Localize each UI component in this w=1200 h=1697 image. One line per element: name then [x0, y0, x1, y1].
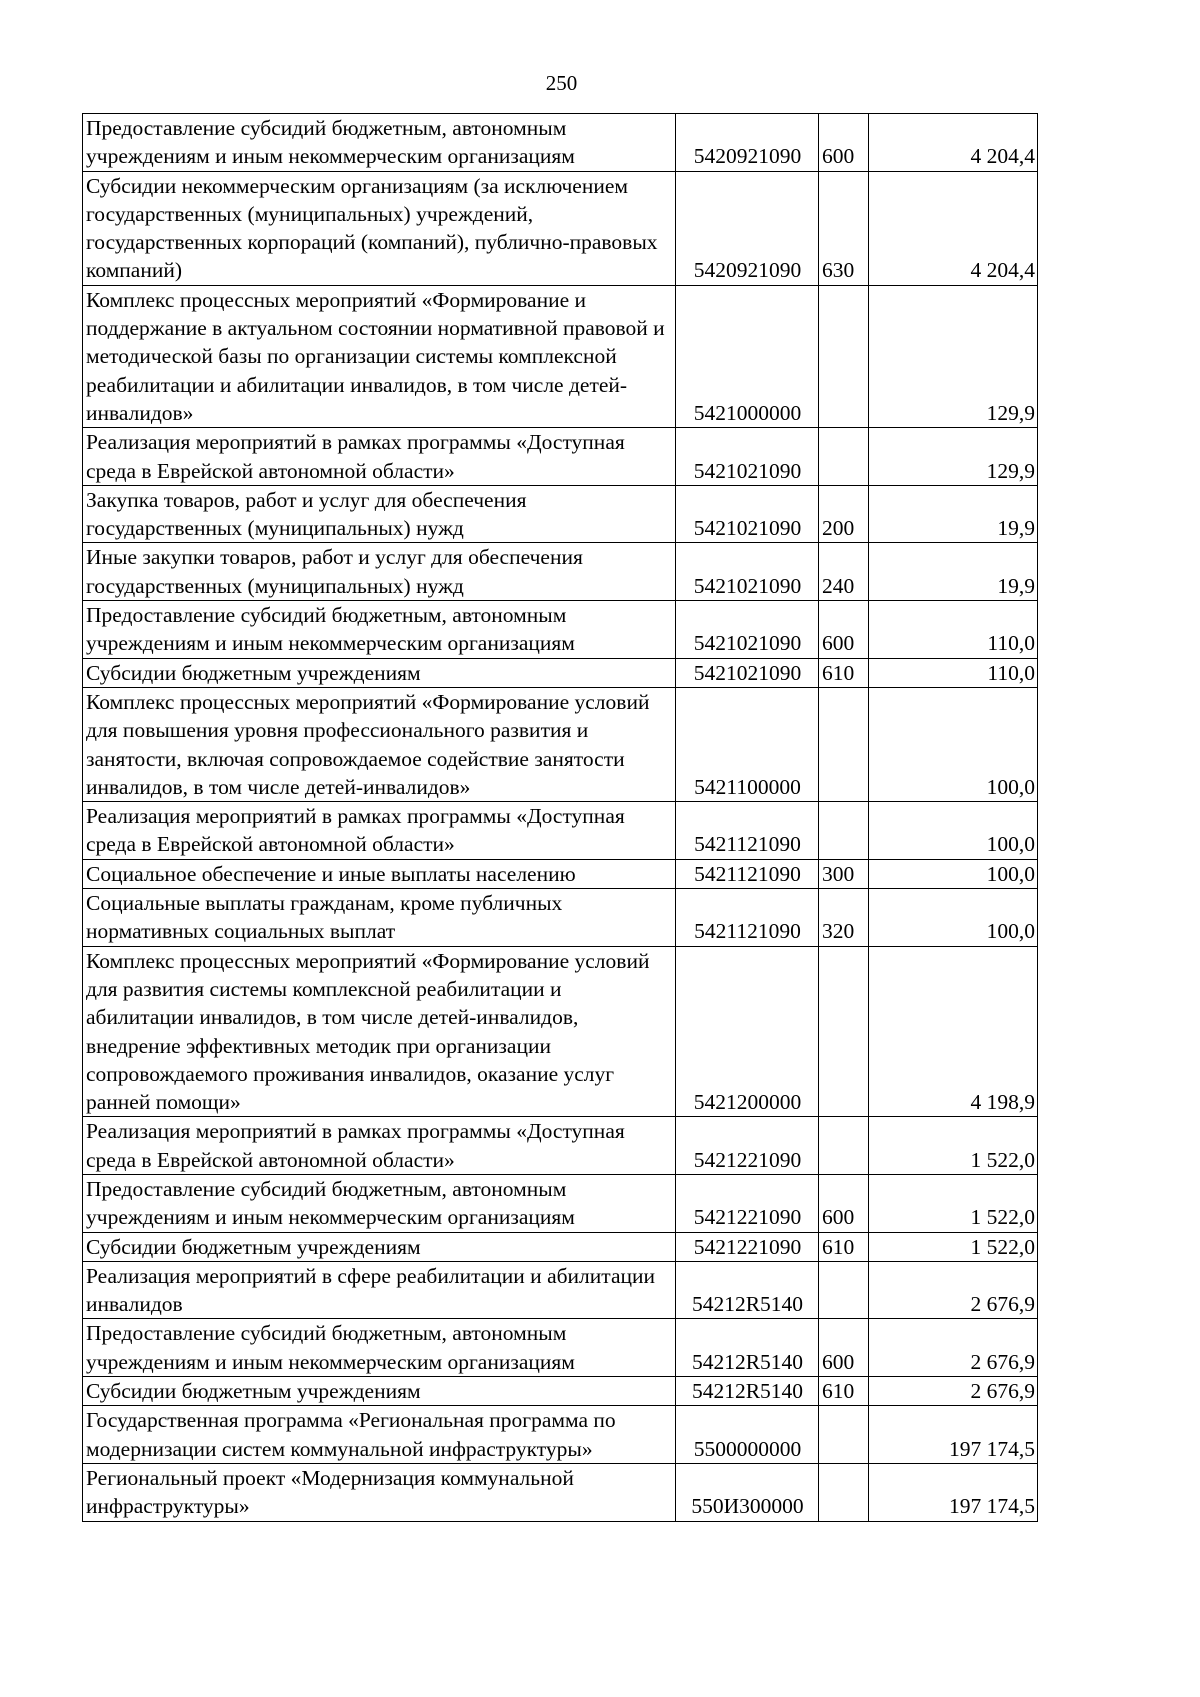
row-sum-cell: 100,0	[869, 889, 1038, 947]
table-row	[83, 485, 1038, 543]
table-row	[83, 543, 1038, 601]
table-row	[83, 1406, 1038, 1464]
row-code-cell: 5421221090	[676, 1117, 819, 1175]
row-type-cell: 610	[819, 1232, 869, 1261]
table-row	[83, 946, 1038, 1117]
row-name-cell: Предоставление субсидий бюджетным, автономным учреждениям и иным некоммерческим организациям	[83, 1174, 676, 1232]
row-sum-cell: 197 174,5	[869, 1406, 1038, 1464]
row-type-cell: 600	[819, 114, 869, 172]
row-type-cell: 600	[819, 1174, 869, 1232]
row-name-cell: Реализация мероприятий в рамках программы «Доступная среда в Еврейской автономной области»	[83, 428, 676, 486]
row-code-cell: 54212R5140	[676, 1377, 819, 1406]
row-code-cell: 5421021090	[676, 658, 819, 687]
row-sum-cell: 129,9	[869, 285, 1038, 427]
row-name-cell: Закупка товаров, работ и услуг для обеспечения государственных (муниципальных) нужд	[83, 485, 676, 543]
row-type-cell	[819, 1406, 869, 1464]
row-code-cell: 54212R5140	[676, 1261, 819, 1319]
row-type-cell: 610	[819, 658, 869, 687]
table-row	[83, 171, 1038, 285]
row-sum-cell: 129,9	[869, 428, 1038, 486]
row-code-cell: 5421100000	[676, 687, 819, 801]
table-row	[83, 601, 1038, 659]
row-code-cell: 5421021090	[676, 485, 819, 543]
row-code-cell: 54212R5140	[676, 1319, 819, 1377]
row-sum-cell: 100,0	[869, 687, 1038, 801]
row-code-cell: 5420921090	[676, 171, 819, 285]
row-name-cell: Субсидии бюджетным учреждениям	[83, 658, 676, 687]
row-code-cell: 5500000000	[676, 1406, 819, 1464]
table-row	[83, 1174, 1038, 1232]
row-type-cell	[819, 802, 869, 860]
row-sum-cell: 1 522,0	[869, 1232, 1038, 1261]
table-row	[83, 285, 1038, 427]
row-sum-cell: 2 676,9	[869, 1377, 1038, 1406]
row-type-cell: 320	[819, 889, 869, 947]
row-sum-cell: 19,9	[869, 485, 1038, 543]
row-sum-cell: 197 174,5	[869, 1463, 1038, 1521]
row-code-cell: 5421221090	[676, 1232, 819, 1261]
row-sum-cell: 4 204,4	[869, 114, 1038, 172]
table-row	[83, 1261, 1038, 1319]
page-number: 250	[545, 71, 578, 95]
budget-table	[82, 113, 1038, 1522]
row-type-cell: 300	[819, 859, 869, 888]
row-name-cell: Субсидии бюджетным учреждениям	[83, 1377, 676, 1406]
table-row	[83, 1463, 1038, 1521]
row-name-cell: Региональный проект «Модернизация коммунальной инфраструктуры»	[83, 1463, 676, 1521]
row-type-cell	[819, 1463, 869, 1521]
row-sum-cell: 4 198,9	[869, 946, 1038, 1117]
row-type-cell: 610	[819, 1377, 869, 1406]
row-type-cell	[819, 687, 869, 801]
row-type-cell	[819, 1261, 869, 1319]
row-code-cell: 5421021090	[676, 428, 819, 486]
row-name-cell: Предоставление субсидий бюджетным, автономным учреждениям и иным некоммерческим организациям	[83, 601, 676, 659]
row-type-cell	[819, 1117, 869, 1175]
row-name-cell: Государственная программа «Региональная программа по модернизации систем коммунальной инфраструктуры»	[83, 1406, 676, 1464]
row-name-cell: Комплекс процессных мероприятий «Формирование и поддержание в актуальном состоянии нормативной правовой и методической базы по организации системы комплексной реабилитации и абилитации инвалидов, в том числе детей-инвалидов»	[83, 285, 676, 427]
table-row	[83, 1319, 1038, 1377]
row-type-cell: 200	[819, 485, 869, 543]
row-name-cell: Иные закупки товаров, работ и услуг для обеспечения государственных (муниципальных) нужд	[83, 543, 676, 601]
table-row	[83, 687, 1038, 801]
row-type-cell: 240	[819, 543, 869, 601]
table-row	[83, 428, 1038, 486]
row-sum-cell: 110,0	[869, 601, 1038, 659]
row-code-cell: 5421200000	[676, 946, 819, 1117]
row-name-cell: Реализация мероприятий в рамках программы «Доступная среда в Еврейской автономной области»	[83, 1117, 676, 1175]
row-name-cell: Комплекс процессных мероприятий «Формирование условий для повышения уровня профессионального развития и занятости, включая сопровождаемое содействие занятости инвалидов, в том числе детей-инвалидов»	[83, 687, 676, 801]
row-sum-cell: 2 676,9	[869, 1319, 1038, 1377]
row-sum-cell: 100,0	[869, 859, 1038, 888]
row-sum-cell: 110,0	[869, 658, 1038, 687]
row-name-cell: Субсидии некоммерческим организациям (за исключением государственных (муниципальных) учреждений, государственных корпораций (компаний), публично-правовых компаний)	[83, 171, 676, 285]
table-row	[83, 859, 1038, 888]
row-code-cell: 5421121090	[676, 859, 819, 888]
table-row	[83, 1377, 1038, 1406]
row-name-cell: Комплекс процессных мероприятий «Формирование условий для развития системы комплексной реабилитации и абилитации инвалидов, в том числе детей-инвалидов, внедрение эффективных методик при организации сопровождаемого проживания инвалидов, оказание услуг ранней помощи»	[83, 946, 676, 1117]
table-row	[83, 114, 1038, 172]
row-type-cell: 630	[819, 171, 869, 285]
row-type-cell	[819, 285, 869, 427]
row-code-cell: 5420921090	[676, 114, 819, 172]
row-sum-cell: 1 522,0	[869, 1174, 1038, 1232]
row-type-cell: 600	[819, 1319, 869, 1377]
row-type-cell: 600	[819, 601, 869, 659]
row-name-cell: Предоставление субсидий бюджетным, автономным учреждениям и иным некоммерческим организациям	[83, 114, 676, 172]
row-code-cell: 5421121090	[676, 802, 819, 860]
row-name-cell: Предоставление субсидий бюджетным, автономным учреждениям и иным некоммерческим организациям	[83, 1319, 676, 1377]
row-name-cell: Субсидии бюджетным учреждениям	[83, 1232, 676, 1261]
row-sum-cell: 4 204,4	[869, 171, 1038, 285]
row-sum-cell: 100,0	[869, 802, 1038, 860]
row-code-cell: 5421121090	[676, 889, 819, 947]
row-code-cell: 550И300000	[676, 1463, 819, 1521]
table-row	[83, 889, 1038, 947]
row-type-cell	[819, 428, 869, 486]
row-code-cell: 5421221090	[676, 1174, 819, 1232]
table-row	[83, 1232, 1038, 1261]
row-name-cell: Социальное обеспечение и иные выплаты населению	[83, 859, 676, 888]
row-name-cell: Социальные выплаты гражданам, кроме публичных нормативных социальных выплат	[83, 889, 676, 947]
row-code-cell: 5421000000	[676, 285, 819, 427]
row-code-cell: 5421021090	[676, 601, 819, 659]
row-sum-cell: 1 522,0	[869, 1117, 1038, 1175]
row-sum-cell: 19,9	[869, 543, 1038, 601]
row-name-cell: Реализация мероприятий в сфере реабилитации и абилитации инвалидов	[83, 1261, 676, 1319]
table-row	[83, 658, 1038, 687]
table-row	[83, 1117, 1038, 1175]
row-sum-cell: 2 676,9	[869, 1261, 1038, 1319]
row-type-cell	[819, 946, 869, 1117]
row-name-cell: Реализация мероприятий в рамках программы «Доступная среда в Еврейской автономной области»	[83, 802, 676, 860]
row-code-cell: 5421021090	[676, 543, 819, 601]
table-row	[83, 802, 1038, 860]
